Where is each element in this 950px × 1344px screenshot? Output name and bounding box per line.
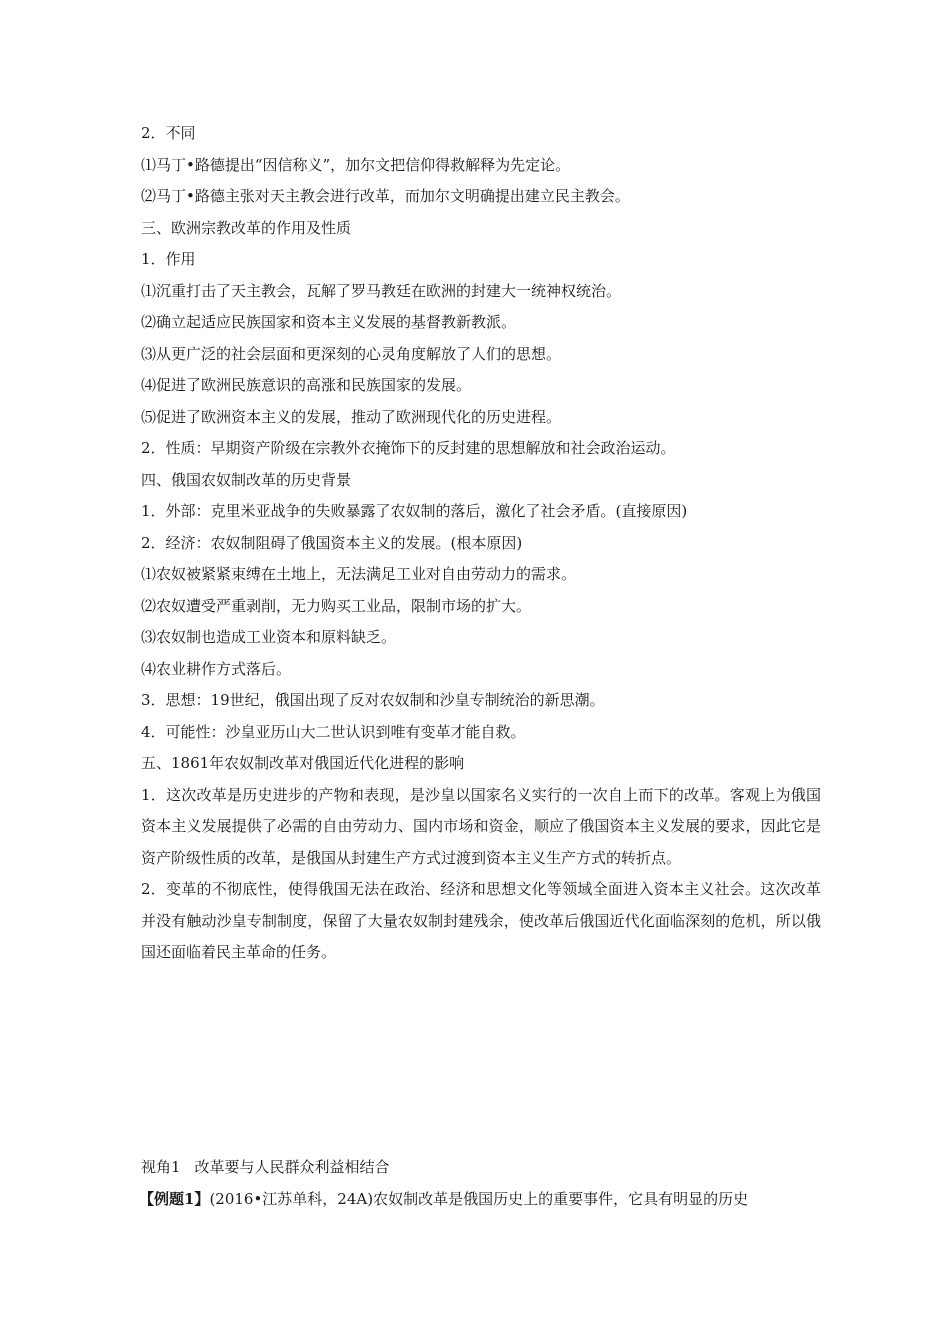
text-line: ⑴马丁•路德提出“因信称义”，加尔文把信仰得救解释为先定论。 (141, 155, 571, 174)
text-line: ⑶农奴制也造成工业资本和原料缺乏。 (141, 628, 397, 646)
angle-label: 视角1 (141, 1158, 181, 1176)
example-tag: 【例题1】 (139, 1189, 210, 1208)
text-line: ⑵马丁•路德主张对天主教会进行改革，而加尔文明确提出建立民主教会。 (141, 187, 630, 205)
example-section (141, 1152, 821, 1215)
example-question (139, 1184, 821, 1216)
section-heading: 三、欧洲宗教改革的作用及性质 (141, 218, 352, 237)
text-line: ⑵农奴遭受严重剥削，无力购买工业品，限制市场的扩大。 (141, 596, 532, 615)
text-line: ⑷农业耕作方式落后。 (141, 659, 292, 678)
text-line: 2．性质：早期资产阶级在宗教外衣掩饰下的反封建的思想解放和社会政治运动。 (141, 439, 676, 457)
text-line: ⑸促进了欧洲资本主义的发展，推动了欧洲现代化的历史进程。 (141, 407, 562, 426)
angle-title: 改革要与人民群众利益相结合 (194, 1158, 390, 1176)
text-line: 2．经济：农奴制阻碍了俄国资本主义的发展。(根本原因) (141, 533, 523, 552)
text-line: 2．不同 (141, 124, 196, 142)
notes-content (141, 118, 821, 969)
section-heading: 五、1861年农奴制改革对俄国近代化进程的影响 (141, 754, 465, 772)
text-line: ⑴农奴被紧紧束缚在土地上，无法满足工业对自由劳动力的需求。 (141, 565, 577, 583)
text-line: 1．外部：克里米亚战争的失败暴露了农奴制的落后，激化了社会矛盾。(直接原因) (141, 502, 688, 520)
angle-heading (141, 1152, 821, 1184)
text-line: 3．思想：19世纪，俄国出现了反对农奴制和沙皇专制统治的新思潮。 (141, 691, 605, 709)
paragraph: 2．变革的不彻底性，使得俄国无法在政治、经济和思想文化等领域全面进入资本主义社会。这次改革并没有触动沙皇专制制度，保留了大量农奴制封建残余，使改革后俄国近代化面临深刻的危机，所以俄国还面临着民主革命的任务。 (141, 880, 821, 961)
text-line: ⑶从更广泛的社会层面和更深刻的心灵角度解放了人们的思想。 (141, 344, 562, 363)
text-line: 1．作用 (141, 250, 196, 268)
section-heading: 四、俄国农奴制改革的历史背景 (141, 470, 352, 489)
paragraph: 1．这次改革是历史进步的产物和表现，是沙皇以国家名义实行的一次自上而下的改革。客观上为俄国资本主义发展提供了必需的自由劳动力、国内市场和资金，顺应了俄国资本主义发展的要求，因此它是资产阶级性质的改革，是俄国从封建生产方式过渡到资本主义生产方式的转折点。 (141, 785, 821, 867)
example-text: (2016•江苏单科，24A)农奴制改革是俄国历史上的重要事件，它具有明显的历史 (209, 1189, 749, 1208)
text-line: ⑷促进了欧洲民族意识的高涨和民族国家的发展。 (141, 376, 472, 394)
text-line: 4．可能性：沙皇亚历山大二世认识到唯有变革才能自救。 (141, 722, 526, 741)
text-line: ⑵确立起适应民族国家和资本主义发展的基督教新教派。 (141, 313, 517, 331)
text-line: ⑴沉重打击了天主教会，瓦解了罗马教廷在欧洲的封建大一统神权统治。 (141, 281, 622, 300)
